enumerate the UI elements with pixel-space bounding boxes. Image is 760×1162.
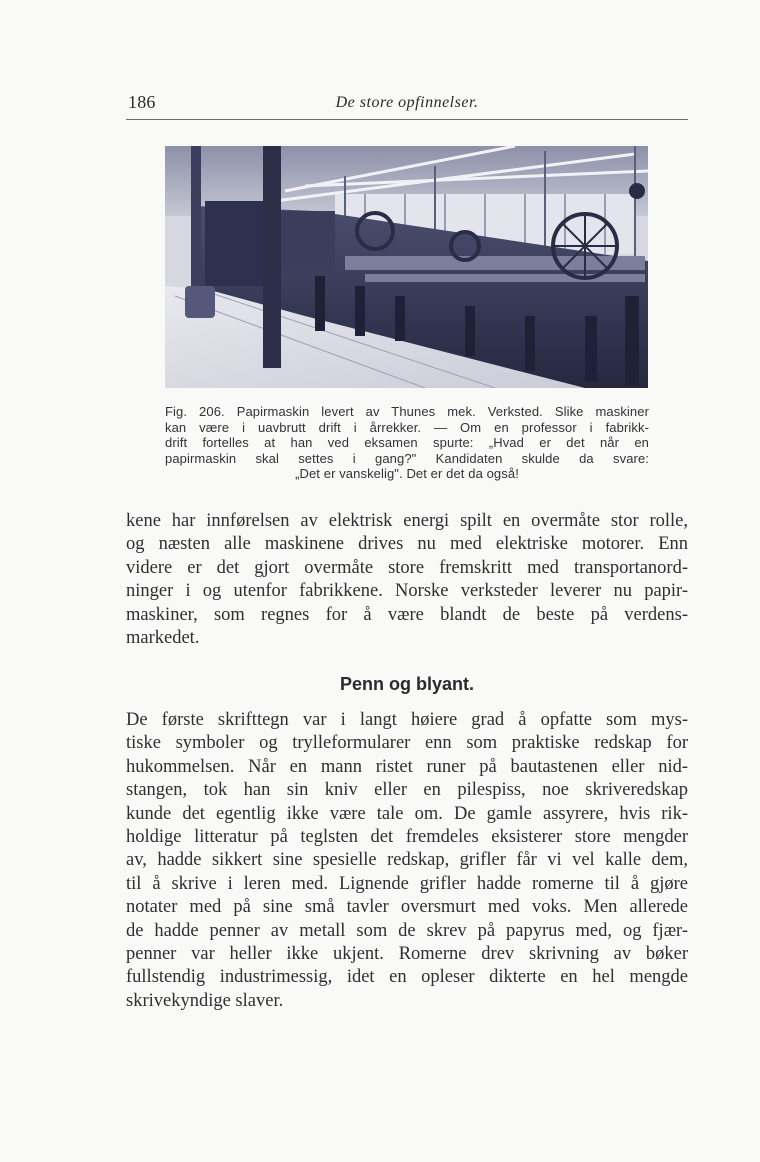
text-line: de hadde penner av metall som de skrev på papyrus med, og fjær- — [126, 920, 688, 941]
text-line: til å skrive i leren med. Lignende grifler hadde romerne til å gjøre — [126, 873, 688, 894]
page-number: 186 — [128, 92, 156, 112]
section-heading: Penn og blyant. — [339, 674, 474, 694]
text-line: hukommelsen. Når en mann ristet runer på bautastenen eller nid- — [126, 756, 688, 777]
page-header — [126, 92, 688, 120]
text-line: De første skrifttegn var i langt høiere grad å opfatte som mys- — [126, 710, 688, 730]
text-line: kene har innførelsen av elektrisk energi spilt en overmåte stor rolle, — [126, 511, 688, 531]
text-line: fullstendig industrimessig, idet en opleser dikterte en hel mengde — [126, 967, 688, 988]
text-line: maskiner, som regnes for å være blandt de beste på verdens- — [126, 604, 688, 625]
text-line: skrivekyndige slaver. — [126, 990, 284, 1011]
running-title: De store opfinnelser. — [335, 94, 479, 111]
paper-machine-photo — [165, 146, 648, 388]
text-line: og næsten alle maskinene drives nu med elektriske motorer. Enn — [126, 534, 688, 555]
text-line: videre er det gjort overmåte store fremskritt med transportanord- — [126, 557, 688, 578]
text-line: holdige litteratur på teglsten det fremdeles eksisterer store mengder — [126, 827, 688, 848]
text-line: notater med på sine små tavler oversmurt med voks. Men allerede — [126, 897, 688, 918]
caption-line: drift fortelles at han ved eksamen spurte: „Hvad er det når en — [165, 435, 649, 450]
paragraph-pen-and-pencil — [126, 709, 688, 1013]
caption-line: Fig. 206. Papirmaskin levert av Thunes mek. Verksted. Slike maskiner — [165, 404, 649, 419]
text-line: stangen, tok han sin kniv eller en pilespiss, noe skriveredskap — [126, 780, 688, 801]
caption-line: kan være i uavbrutt drift i årrekker. — Om en professor i fabrikk- — [165, 419, 649, 435]
text-line: kunde det egentlig ikke være tale om. De gamle assyrere, hvis rik- — [126, 803, 688, 824]
caption-line: papirmaskin skal settes i gang?" Kandidaten skulde da svare: — [165, 450, 649, 466]
text-line: av, hadde sikkert sine spesielle redskap, grifler får vi vel kalle dem, — [126, 850, 688, 871]
paragraph-continued — [126, 510, 688, 650]
text-line: markedet. — [126, 628, 200, 649]
text-line: penner var heller ikke ukjent. Romerne drev skrivning av bøker — [126, 944, 688, 965]
figure-caption — [165, 404, 649, 482]
caption-line: „Det er vanskelig". Det er det da også! — [295, 466, 519, 481]
text-line: ninger i og utenfor fabrikkene. Norske verksteder leverer nu papir- — [126, 581, 688, 602]
text-line: tiske symboler og trylleformularer enn som praktiske redskap for — [126, 733, 688, 754]
